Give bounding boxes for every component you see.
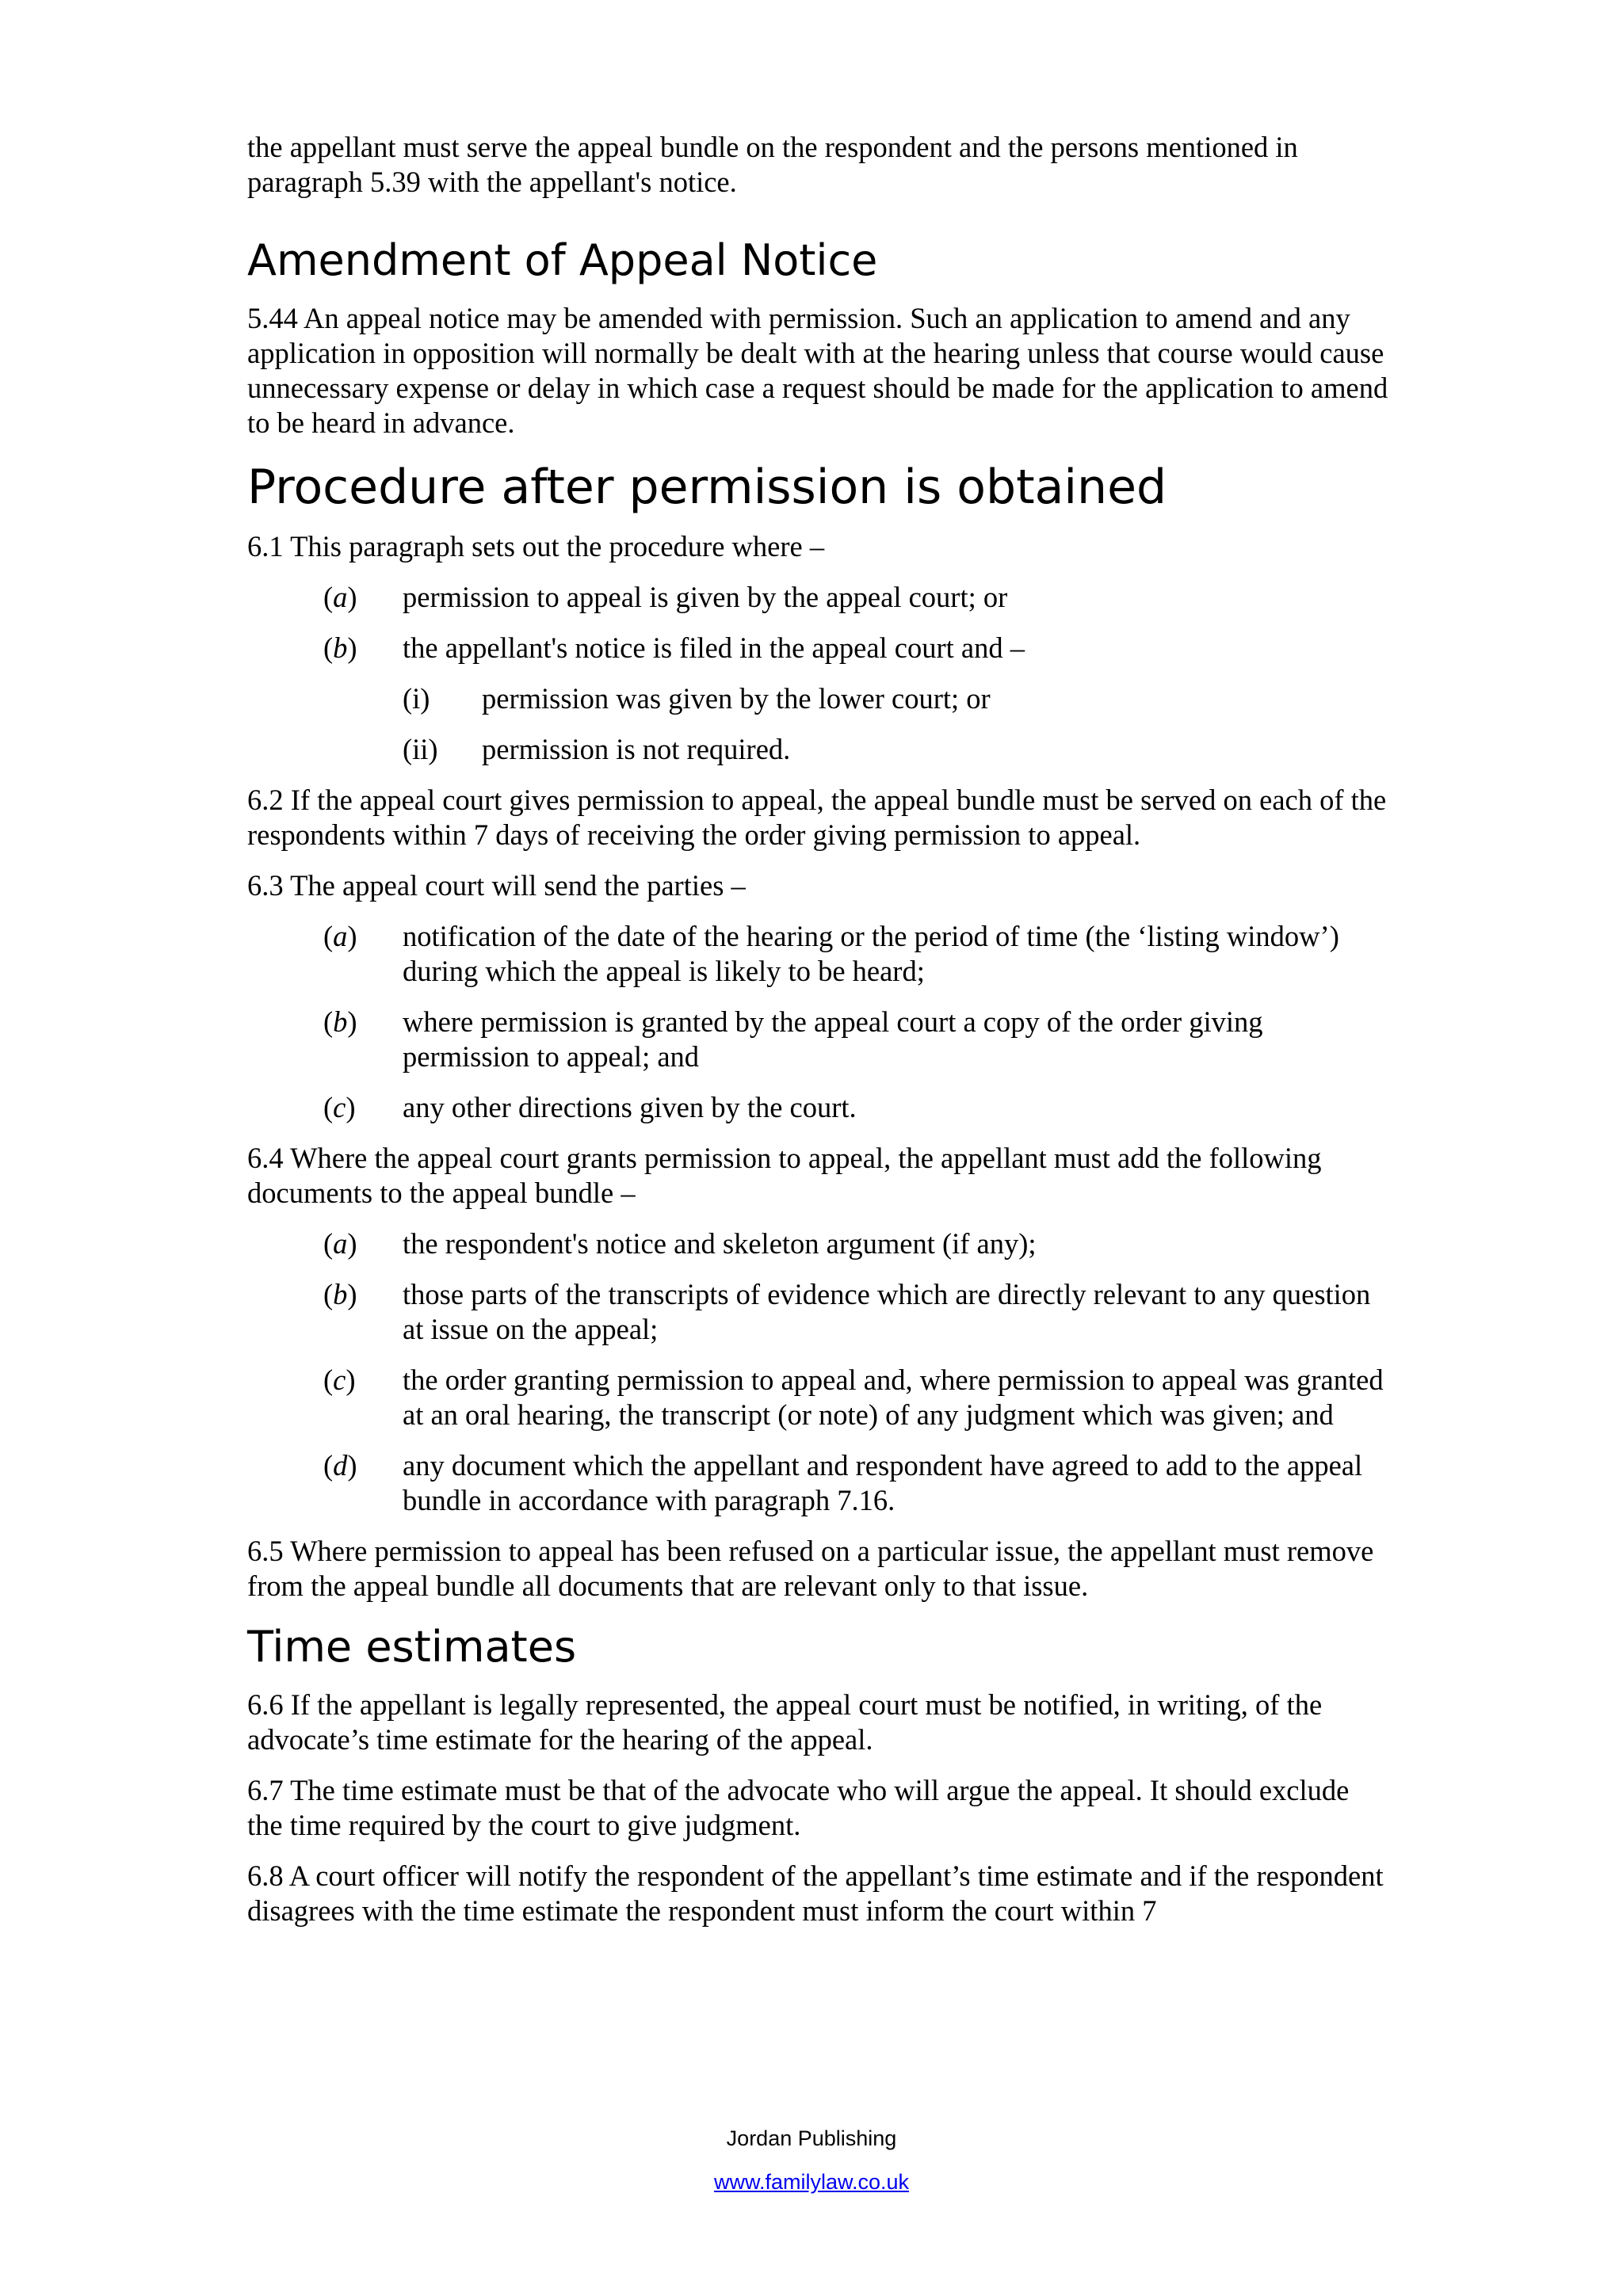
paragraph-6-8: 6.8 A court officer will notify the respondent of the appellant’s time estimate and if the respondent disagrees with the time estimate the respondent must inform the court within 7	[247, 1859, 1384, 1927]
list-item	[323, 580, 1388, 615]
list-item	[323, 631, 1388, 666]
list-text: the respondent's notice and skeleton argument (if any);	[403, 1227, 1037, 1260]
heading-time-estimates: Time estimates	[247, 1622, 577, 1672]
list-label: (c)	[323, 1091, 356, 1123]
paragraph-6-6: 6.6 If the appellant is legally represented, the appeal court must be notified, in writing, of the advocate’s time estimate for the hearing of the appeal.	[247, 1688, 1323, 1756]
heading-amendment: Amendment of Appeal Notice	[247, 235, 878, 285]
list-label: (a)	[323, 581, 357, 613]
list-text: any document which the appellant and respondent have agreed to add to the appeal bundle in accordance with paragraph 7.16.	[403, 1449, 1363, 1516]
list-text: the appellant's notice is filed in the appeal court and –	[403, 631, 1025, 664]
footer-website-link[interactable]: www.familylaw.co.uk	[713, 2170, 910, 2194]
paragraph-6-2: 6.2 If the appeal court gives permission to appeal, the appeal bundle must be served on each of the respondents within 7 days of receiving the order giving permission to appeal.	[247, 784, 1387, 851]
list-label: (b)	[323, 1278, 357, 1310]
list-label: (i)	[403, 682, 430, 715]
list-item	[323, 1448, 1388, 1518]
document-page	[247, 130, 1388, 1944]
list-text: permission was given by the lower court; or	[482, 682, 991, 715]
paragraph-5-44: 5.44 An appeal notice may be amended with permission. Such an application to amend and any application in opposition will normally be dealt with at the hearing unless that course would cause unnecessary expense or delay in which case a request should be made for the application to amend to be heard in advance.	[247, 302, 1388, 439]
list-text: permission is not required.	[482, 733, 791, 765]
list-text: where permission is granted by the appeal court a copy of the order giving permission to appeal; and	[403, 1005, 1263, 1073]
list-text: those parts of the transcripts of evidence which are directly relevant to any question at issue on the appeal;	[403, 1278, 1371, 1345]
footer-publisher: Jordan Publishing	[726, 2126, 897, 2150]
paragraph-6-4: 6.4 Where the appeal court grants permission to appeal, the appellant must add the following documents to the appeal bundle –	[247, 1142, 1322, 1209]
list-item	[323, 1005, 1388, 1074]
list-item	[323, 1090, 1388, 1125]
list-label: (b)	[323, 1005, 357, 1038]
list-text: permission to appeal is given by the appeal court; or	[403, 581, 1008, 613]
footer-link-row	[0, 2169, 1623, 2195]
list-label: (a)	[323, 1227, 357, 1260]
list-item	[323, 1226, 1388, 1261]
sub-list-item	[403, 681, 1388, 716]
list-text: notification of the date of the hearing or the period of time (the ‘listing window’) during which the appeal is likely to be heard;	[403, 920, 1339, 987]
list-text: any other directions given by the court.	[403, 1091, 857, 1123]
list-label: (ii)	[403, 733, 438, 765]
paragraph-6-1: 6.1 This paragraph sets out the procedure where –	[247, 530, 825, 563]
list-item	[323, 1277, 1388, 1347]
list-item	[323, 1363, 1388, 1432]
list-label: (c)	[323, 1363, 356, 1396]
list-item	[323, 919, 1388, 989]
heading-procedure: Procedure after permission is obtained	[247, 460, 1167, 515]
list-label: (b)	[323, 631, 357, 664]
paragraph-6-7: 6.7 The time estimate must be that of the advocate who will argue the appeal. It should exclude the time required by the court to give judgment.	[247, 1774, 1350, 1841]
paragraph-6-5: 6.5 Where permission to appeal has been refused on a particular issue, the appellant must remove from the appeal bundle all documents that are relevant only to that issue.	[247, 1535, 1374, 1602]
list-text: the order granting permission to appeal and, where permission to appeal was granted at an oral hearing, the transcript (or note) of any judgment which was given; and	[403, 1363, 1384, 1431]
intro-paragraph: the appellant must serve the appeal bundle on the respondent and the persons mentioned in paragraph 5.39 with the appellant's notice.	[247, 131, 1298, 198]
list-label: (a)	[323, 920, 357, 952]
paragraph-6-3: 6.3 The appeal court will send the parties –	[247, 869, 746, 902]
sub-list-item	[403, 732, 1388, 767]
list-label: (d)	[323, 1449, 357, 1482]
